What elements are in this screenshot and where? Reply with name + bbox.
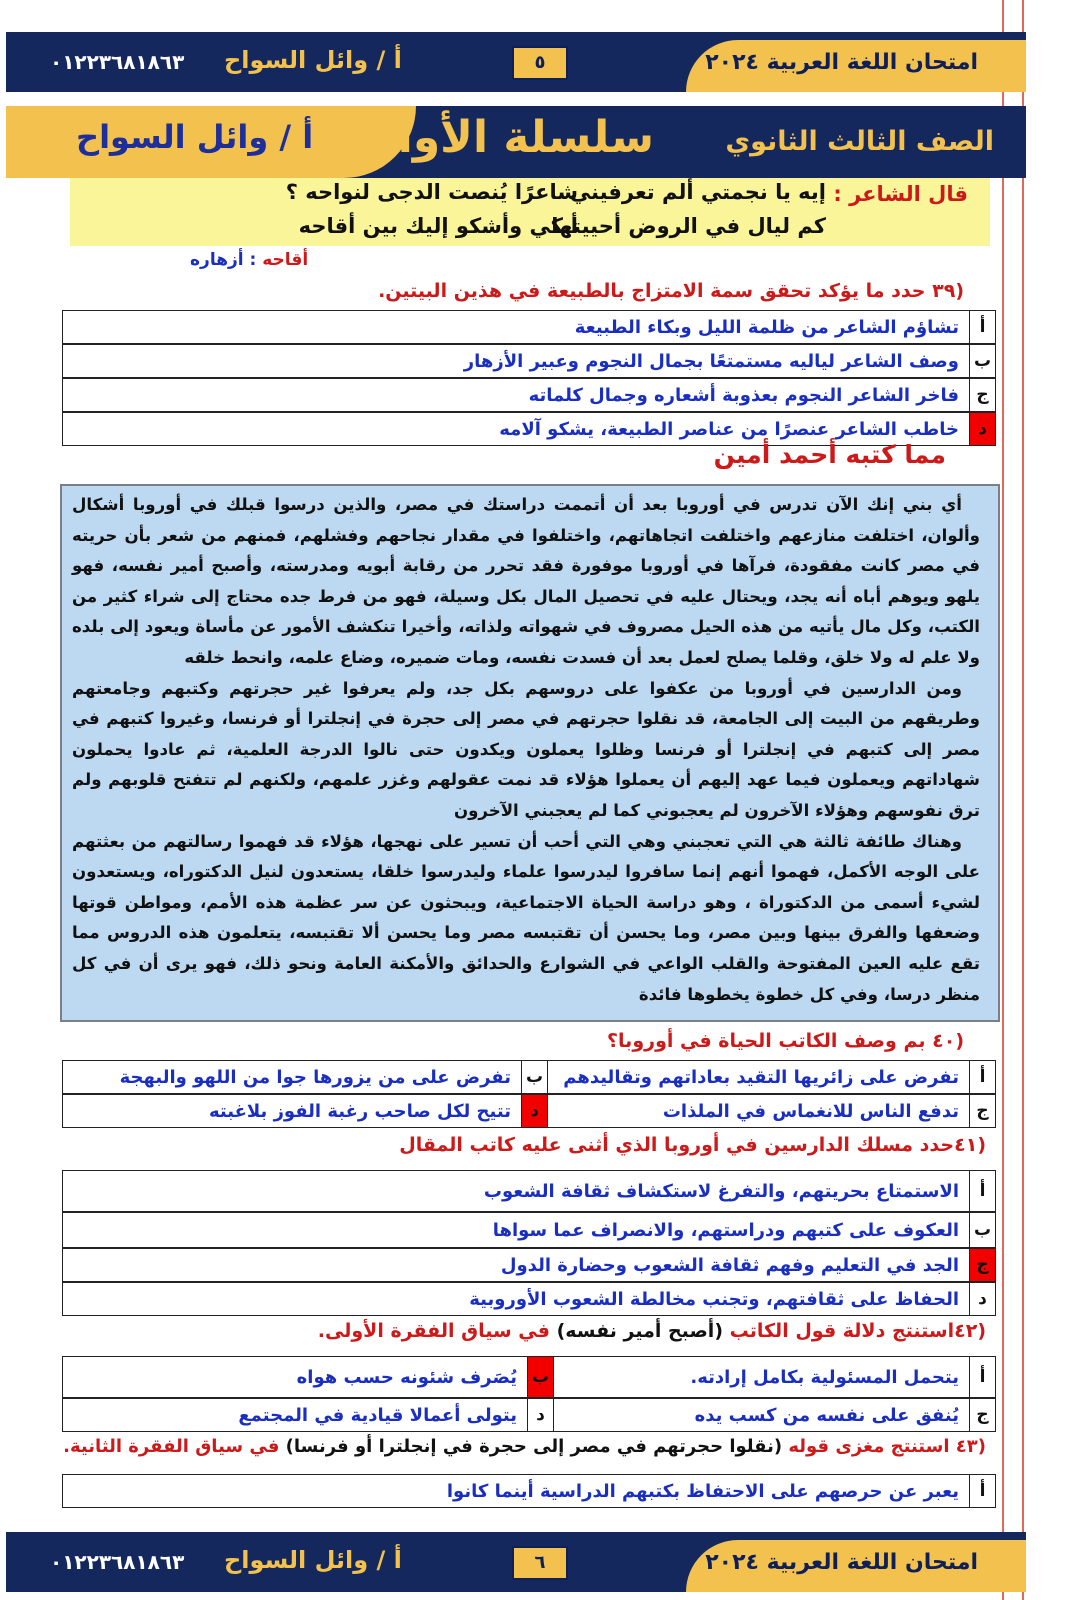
q41-option-b[interactable] (62, 1212, 996, 1248)
q43-prefix: (٤٣ استنتج مغزى قوله (788, 1436, 986, 1457)
poem-label: قال الشاعر : (833, 182, 968, 206)
q39-option-b[interactable] (62, 344, 996, 378)
option-text: الاستمتاع بحريتهم، والتفرغ لاستكشاف ثقافة الشعوب (483, 1180, 959, 1202)
verse-1a: إيه يا نجمتي ألم تعرفيني (569, 180, 826, 204)
q41-option-d[interactable] (62, 1282, 996, 1316)
grade-label: الصف الثالث الثانوي (725, 126, 994, 157)
option-letter: ج (969, 379, 995, 411)
question-40: (٤٠ بم وصف الكاتب الحياة في أوروبا؟ (607, 1030, 964, 1052)
paragraph-3: وهناك طائفة ثالثة هي التي تعجبني وهي التي أحب أن تسير على نهجها، هؤلاء قد فهموا رسالتهم من بعثتهم على الوجه الأكمل، فهموا أنهم إنما سافروا ليدرسوا علماء وليدرسوا خلقا، يستعدون لنيل الدكتوراه، ويستعدون لشيء أسمى من الدكتوراة ، وهو دراسة الحياة الاجتماعية، ويبحثون عن سر عظمة هذه الأمم، ومواطن قوتها وضعفها والفرق بينها وبين مصر، وما يحسن أن تقتبسه مصر وما يحسن ألا تقتبسه، يتعلمون هذه الدروس مما تقع عليه العين المفتوحة والقلب الواعي في الشوارع والحدائق والأمكنة العامة ونحو ذلك، فهو يرى أن في كل منظر درسا، وفي كل خطوة يخطوها فائدة (72, 831, 980, 1004)
option-letter: أ (969, 1061, 995, 1093)
series-header (6, 106, 1026, 178)
question-42 (318, 1320, 986, 1342)
q43-quote: (نقلوا حجرتهم في مصر إلى حجرة في إنجلترا أو فرنسا) (285, 1436, 783, 1457)
option-letter: أ (969, 1357, 995, 1397)
q42-prefix: (٤٢استنتج دلالة قول الكاتب (729, 1320, 986, 1342)
teacher-name: أ / وائل السواح (224, 46, 402, 74)
option-letter: د (527, 1399, 553, 1431)
q42-quote: (أصبح أمير نفسه) (556, 1320, 723, 1342)
option-text: تشاؤم الشاعر من ظلمة الليل وبكاء الطبيعة (574, 316, 959, 338)
vocabulary-note (190, 250, 308, 270)
option-text: يُصَرف شئونه حسب هواه (296, 1366, 517, 1388)
option-text: يتحمل المسئولية بكامل إرادته. (690, 1366, 959, 1388)
option-text: وصف الشاعر لياليه مستمتعًا بجمال النجوم وعبير الأزهار (463, 350, 959, 372)
option-text: يعبر عن حرصهم على الاحتفاظ بكتبهم الدراسية أينما كانوا (446, 1480, 959, 1502)
vocab-meaning: : أزهاره (190, 250, 257, 270)
option-letter-correct: ج (969, 1249, 995, 1281)
option-text: يتولى أعمالا قيادية في المجتمع (238, 1404, 517, 1426)
page-number: ٦ (512, 1546, 568, 1580)
option-letter-correct: د (521, 1095, 547, 1127)
verse-2b: أبكي وأشكو إليك بين أقاحه (298, 214, 578, 238)
top-page-banner (6, 32, 1026, 92)
option-letter: ج (969, 1095, 995, 1127)
teacher-name: أ / وائل السواح (224, 1546, 402, 1574)
paragraph-1: أي بني إنك الآن تدرس في أوروبا بعد أن أتممت دراستك في مصر، والذين درسوا قبلك في أوروبا أشكال وألوان، اختلفت منازعهم واختلفت اتجاهاتهم، واختلفوا في مقدار نجاحهم وفشلهم، فمنهم من شعر بأن حريته في مصر كانت مفقودة، فرآها في أوروبا موفورة فقد تحرر من رقابة أبويه ومدرسته، وأصبح أمير نفسه، فهو يلهو ويوهم أباه أنه يجد، ويحتال عليه في تحصيل المال بكل وسيلة، فهو من فرط جده محتاج إلى شراء كثير من الكتب، وكل مال يأتيه من هذه الحيل مصروف في شهواته ولذاته، وأخيرا تنكشف الأمور عن مأساة ويعود إلى بلده ولا علم له ولا خلق، وقلما يصلح لعمل بعد أن فسدت نفسه، ومات ضميره، وضاع علمه، وانحط خلقه (72, 495, 980, 667)
q39-option-a[interactable] (62, 310, 996, 344)
option-text: الجد في التعليم وفهم ثقافة الشعوب وحضارة الدول (500, 1254, 959, 1276)
option-text: فاخر الشاعر النجوم بعذوبة أشعاره وجمال كلماته (528, 384, 959, 406)
option-text: تفرض على من يزورها جوا من اللهو والبهجة (119, 1066, 511, 1088)
teacher-phone: ٠١٢٢٣٦٨١٨٦٣ (50, 50, 185, 74)
q41-option-a[interactable] (62, 1170, 996, 1212)
q41-option-c[interactable] (62, 1248, 996, 1282)
q39-option-c[interactable] (62, 378, 996, 412)
option-letter-correct: ب (527, 1357, 553, 1397)
option-letter: أ (969, 1475, 995, 1507)
option-letter: ب (969, 1213, 995, 1247)
q42-option-b[interactable] (62, 1356, 554, 1398)
option-letter: ب (521, 1061, 547, 1093)
reading-passage (60, 484, 1000, 1022)
verse-2a: كم ليال في الروض أحييتها (551, 214, 826, 238)
option-text: تتيح لكل صاحب رغبة الفوز بلاغبته (208, 1100, 511, 1122)
exam-title: امتحان اللغة العربية ٢٠٢٤ (705, 1550, 978, 1575)
option-letter: د (969, 1283, 995, 1315)
option-text: العكوف على كتبهم ودراستهم، والانصراف عما سواها (492, 1219, 959, 1241)
option-text: يُنفق على نفسه من كسب يده (694, 1404, 959, 1426)
poem-box (70, 178, 990, 246)
q40-option-d[interactable] (62, 1094, 548, 1128)
series-title: سلسلة الأوائل (341, 112, 654, 163)
option-text: خاطب الشاعر عنصرًا من عناصر الطبيعة، يشكو آلامه (499, 418, 959, 440)
header-teacher-name: أ / وائل السواح (76, 118, 314, 156)
option-letter: أ (969, 311, 995, 343)
q42-option-d[interactable] (62, 1398, 554, 1432)
vocab-word: أقاحه (262, 250, 309, 270)
exam-title: امتحان اللغة العربية ٢٠٢٤ (705, 50, 978, 75)
q40-option-b[interactable] (62, 1060, 548, 1094)
option-text: تفرض على زائريها التقيد بعاداتهم وتقاليدهم (563, 1066, 959, 1088)
question-39: (٣٩ حدد ما يؤكد تحقق سمة الامتزاج بالطبيعة في هذين البيتين. (378, 280, 964, 302)
teacher-phone: ٠١٢٢٣٦٨١٨٦٣ (50, 1550, 185, 1574)
question-41: (٤١حدد مسلك الدارسين في أوروبا الذي أثنى عليه كاتب المقال (399, 1134, 986, 1156)
option-letter: ج (969, 1399, 995, 1431)
q43-suffix: في سياق الفقرة الثانية. (63, 1436, 280, 1457)
option-letter: ب (969, 345, 995, 377)
verse-1b: شاعرًا يُنصت الدجى لنواحه ؟ (285, 180, 578, 204)
passage-title: مما كتبه أحمد أمين (713, 440, 946, 469)
option-text: تدفع الناس للانغماس في الملذات (662, 1100, 959, 1122)
option-letter-correct: د (969, 413, 995, 445)
paragraph-2: ومن الدارسين في أوروبا من عكفوا على دروسهم بكل جد، ولم يعرفوا غير حجرتهم وكتبهم وجامعتهم وطريقهم من البيت إلى الجامعة، قد نقلوا حجرتهم في مصر إلى حجرة في إنجلترا أو فرنسا، وغيروا كتبهم في مصر إلى كتبهم في إنجلترا أو فرنسا وظلوا يعملون ويكدون حتى نالوا الدرجة العلمية، ثم عادوا يحملون شهاداتهم ويعملون فيما عهد إليهم أن يعملوا هؤلاء قد نمت عقولهم وغزر علمهم، ولكنهم لم تتفتح قلوبهم ولم ترق نفوسهم وهؤلاء الآخرون لم يعجبوني كما لم يعجبني الآخرون (72, 678, 980, 820)
option-letter: أ (969, 1171, 995, 1211)
bottom-page-banner (6, 1532, 1026, 1592)
page-number: ٥ (512, 46, 568, 80)
option-text: الحفاظ على ثقافتهم، وتجنب مخالطة الشعوب الأوروبية (469, 1288, 959, 1310)
question-43 (63, 1436, 986, 1457)
q43-option-a[interactable] (62, 1474, 996, 1508)
q42-suffix: في سياق الفقرة الأولى. (317, 1320, 550, 1342)
